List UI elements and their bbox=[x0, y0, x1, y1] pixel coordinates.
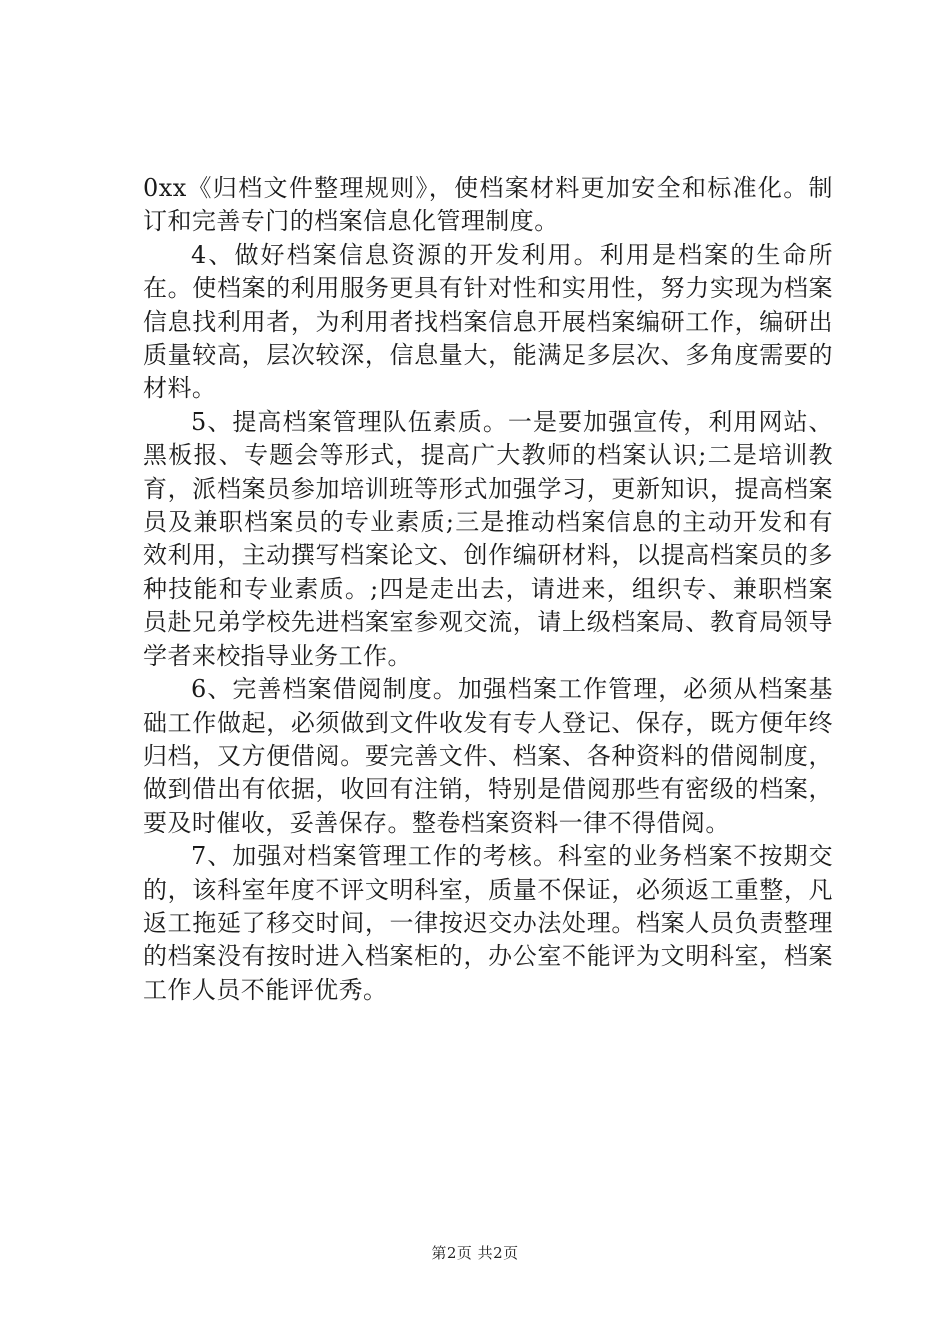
paragraph-item-6: 6、完善档案借阅制度。加强档案工作管理，必须从档案基础工作做起，必须做到文件收发有专人登记、保存，既方便年终归档，又方便借阅。要完善文件、档案、各种资料的借阅制度，做到借出有依据，收回有注销，特别是借阅那些有密级的档案，要及时催收，妥善保存。整卷档案资料一律不得借阅。 bbox=[143, 675, 833, 837]
page-number-footer: 第2页 共2页 bbox=[431, 1244, 519, 1262]
paragraph-item-5: 5、提高档案管理队伍素质。一是要加强宣传，利用网站、黑板报、专题会等形式，提高广大教师的档案认识;二是培训教育，派档案员参加培训班等形式加强学习，更新知识，提高档案员及兼职档案员的专业素质;三是推动档案信息的主动开发和有效利用，主动撰写档案论文、创作编研材料，以提高档案员的多种技能和专业素质。;四是走出去，请进来，组织专、兼职档案员赴兄弟学校先进档案室参观交流，请上级档案局、教育局领导学者来校指导业务工作。 bbox=[143, 407, 833, 670]
paragraph-continuation: 0xx《归档文件整理规则》，使档案材料更加安全和标准化。制订和完善专门的档案信息化管理制度。 bbox=[143, 174, 833, 236]
document-body bbox=[143, 172, 833, 1007]
paragraph-item-7: 7、加强对档案管理工作的考核。科室的业务档案不按期交的，该科室年度不评文明科室，质量不保证，必须返工重整，凡返工拖延了移交时间，一律按迟交办法处理。档案人员负责整理的档案没有按时进入档案柜的，办公室不能评为文明科室，档案工作人员不能评优秀。 bbox=[143, 842, 833, 1004]
paragraph-item-4: 4、做好档案信息资源的开发利用。利用是档案的生命所在。使档案的利用服务更具有针对性和实用性，努力实现为档案信息找利用者，为利用者找档案信息开展档案编研工作，编研出质量较高，层次较深，信息量大，能满足多层次、多角度需要的材料。 bbox=[143, 240, 833, 403]
